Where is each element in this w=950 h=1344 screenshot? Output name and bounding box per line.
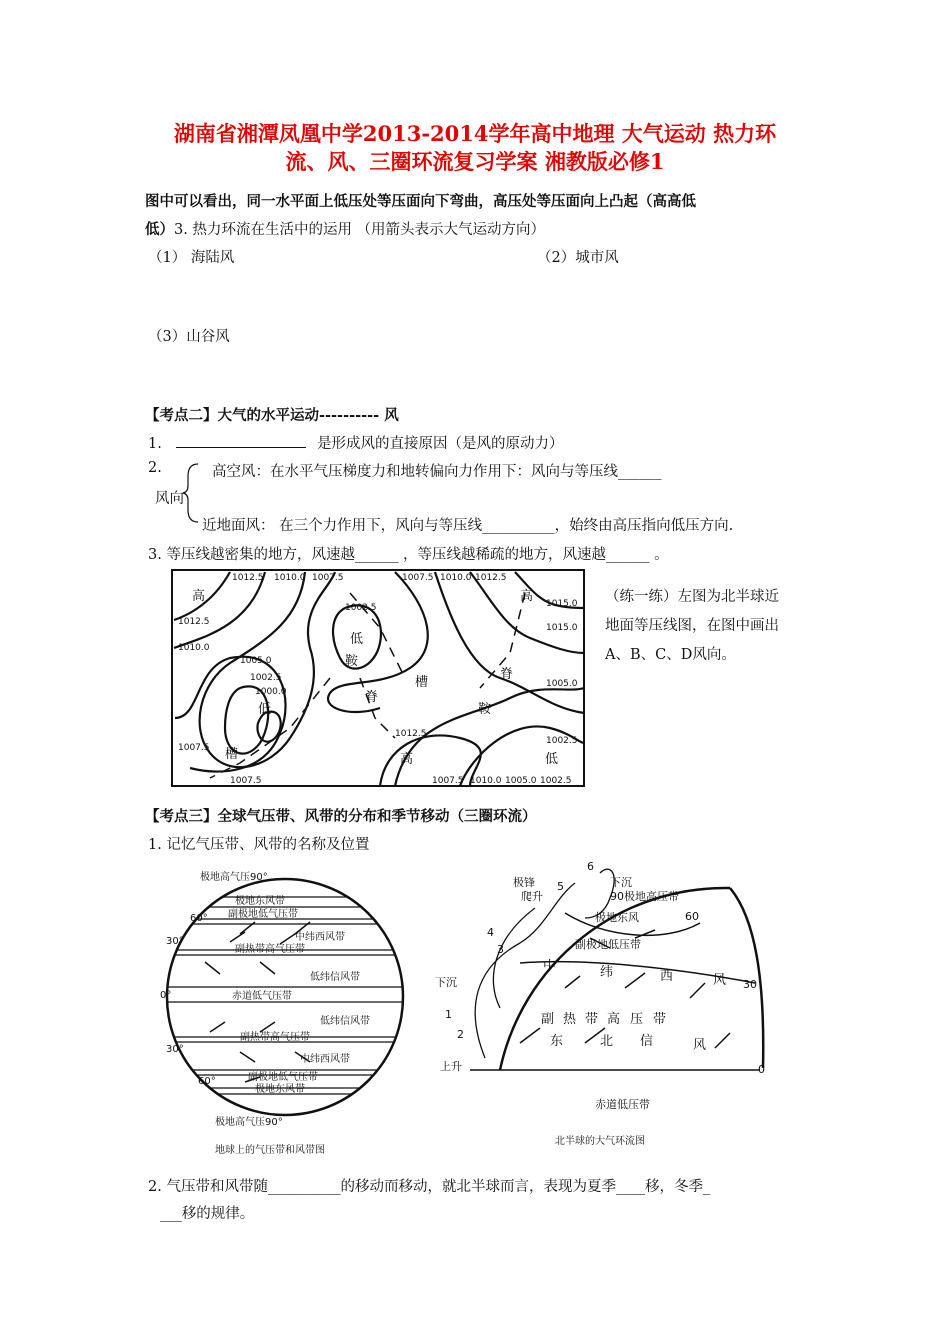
globe-label: 中纬西风带	[300, 1054, 350, 1065]
map-saddle: 鞍	[478, 702, 492, 717]
isobar-map	[170, 568, 588, 790]
circ-number: 2	[457, 1028, 464, 1041]
isobar-value: 1010.0	[178, 643, 210, 653]
map-low: 低	[258, 702, 272, 717]
circ-rise: 爬升	[521, 890, 543, 903]
globe-lat: 30°	[166, 1044, 184, 1055]
kaodian3-heading: 【考点三】全球气压带、风带的分布和季节移动（三圈环流）	[145, 808, 537, 825]
q1-text: 是形成风的直接原因（是风的原动力）	[317, 436, 564, 452]
circ-trade-char: 东	[550, 1034, 564, 1049]
isobar-value: 1007.5	[432, 776, 464, 786]
circ-subtropical-char: 带	[585, 1012, 599, 1027]
globe-label: 低纬信风带	[320, 1016, 370, 1027]
globe-label: 中纬西风带	[295, 932, 345, 943]
kaodian2-q2-label: 风向	[155, 491, 184, 507]
map-trough: 槽	[415, 675, 429, 690]
circ-trade-char: 风	[693, 1038, 707, 1053]
kaodian2-heading: 【考点二】大气的水平运动---------- 风	[145, 407, 399, 424]
globe-label: 副热带高气压带	[240, 1032, 310, 1043]
circ-number: 3	[497, 943, 504, 956]
circ-number: 4	[487, 926, 494, 939]
map-ridge: 脊	[500, 667, 514, 682]
map-saddle: 鞍	[345, 654, 359, 669]
isobar-value: 1010.0	[470, 776, 502, 786]
isobar-value: 1002.5	[345, 603, 377, 613]
circ-westerly-char: 纬	[600, 965, 614, 980]
intro-line1	[145, 190, 696, 211]
circ-number: 5	[557, 880, 564, 893]
item-valley: （3）山谷风	[148, 329, 230, 345]
globe-caption: 地球上的气压带和风带图	[215, 1145, 325, 1156]
isobar-top-label: 1010.0	[274, 573, 306, 583]
circ-westerly-char: 西	[660, 969, 674, 984]
circ-subpolar-low: 副极地低压带	[575, 938, 641, 951]
kaodian2-q3: 3. 等压线越密集的地方，风速越______ ，等压线越稀疏的地方，风速越______ 。	[148, 547, 669, 563]
globe-diagram	[160, 862, 410, 1162]
intro-text: 图中可以看出，同一水平面上低压处等压面向下弯曲，高压处等压面向上凸起（	[145, 193, 653, 210]
isobar-value: 1012.5	[395, 729, 427, 739]
isobar-top-label: 1015.0	[546, 599, 578, 609]
circ-trade-char: 北	[600, 1034, 614, 1049]
circ-equator-low: 赤道低压带	[595, 1098, 650, 1111]
kaodian2-q1	[148, 432, 564, 453]
map-high: 高	[400, 752, 414, 767]
circ-number: 1	[445, 1008, 452, 1021]
practice-line2: 地面等压线图，在图中画出	[605, 618, 779, 634]
circulation-diagram	[425, 858, 780, 1158]
practice-line1: （练一练）左图为北半球近	[605, 589, 779, 605]
circ-number: 6	[587, 860, 594, 873]
page-title-line2: 流、风、三圈环流复习学案 湘教版必修1	[285, 149, 665, 174]
globe-label: 低纬信风带	[310, 972, 360, 983]
circ-trade-char: 信	[640, 1034, 654, 1049]
isobar-value: 1002.5	[546, 736, 578, 746]
circ-subtropical-char: 带	[653, 1012, 667, 1027]
isobar-value: 1012.5	[178, 617, 210, 627]
isobar-value: 1005.0	[546, 679, 578, 689]
map-high: 高	[520, 589, 534, 604]
circ-westerly-char: 中	[543, 959, 557, 974]
item-sea-land: （1） 海陆风	[148, 250, 235, 266]
circ-lat: 0	[758, 1063, 765, 1076]
globe-label: 赤道低气压带	[232, 991, 292, 1002]
isobar-value: 1005.0	[240, 656, 272, 666]
globe-lat: 0°	[160, 990, 172, 1001]
intro-line2	[145, 218, 545, 239]
circ-sink2: 下沉	[435, 976, 457, 989]
globe-label: 副极地低气压带	[248, 1072, 318, 1083]
circ-sink: 下沉	[610, 876, 632, 889]
kaodian2-q2-b: 近地面风： 在三个力作用下，风向与等压线__________，始终由高压指向低压方向.	[202, 518, 734, 534]
circ-lat: 60	[685, 910, 699, 923]
circ-westerly-char: 风	[713, 973, 727, 988]
item-city: （2）城市风	[537, 250, 619, 266]
globe-label: 副热带高气压带	[235, 944, 305, 955]
isobar-value: 1015.0	[546, 623, 578, 633]
circ-subtropical-char: 热	[563, 1012, 577, 1027]
globe-label: 极地高气压90°	[215, 1117, 283, 1128]
isobar-top-label: 1007.5	[402, 573, 434, 583]
isobar-top-label: 1010.0	[440, 573, 472, 583]
practice-line3: A、B、C、D风向。	[605, 647, 736, 663]
intro-text-end: 高高低	[652, 193, 696, 210]
globe-label: 极地东风带	[235, 896, 285, 907]
isobar-value: 1007.5	[230, 776, 262, 786]
kaodian2-q2-num: 2.	[148, 460, 162, 476]
kaodian3-q1: 1. 记忆气压带、风带的名称及位置	[148, 837, 370, 853]
circ-subtropical-char: 压	[630, 1012, 644, 1027]
q1-blank[interactable]	[176, 433, 306, 448]
circ-polar-high: 90极地高压带	[610, 890, 679, 903]
globe-label: 极地高气压90°	[200, 872, 268, 883]
isobar-value: 1007.5	[178, 743, 210, 753]
globe-label: 副极地低气压带	[228, 909, 298, 920]
isobar-top-label: 1012.5	[232, 573, 264, 583]
isobar-top-label: 1012.5	[475, 573, 507, 583]
page-title-line1: 湖南省湘潭凤凰中学2013-2014学年高中地理 大气运动 热力环	[173, 121, 777, 146]
intro-bold: 低）	[145, 221, 174, 238]
isobar-value: 1005.0	[505, 776, 537, 786]
q1-number: 1.	[148, 436, 162, 452]
brace	[182, 462, 202, 524]
globe-lat: 30°	[166, 936, 184, 947]
globe-lat: 60°	[198, 1076, 216, 1087]
intro-text2: 3. 热力环流在生活中的运用 （用箭头表示大气运动方向）	[174, 222, 546, 238]
isobar-value: 1000.0	[255, 687, 287, 697]
map-ridge: 脊	[365, 690, 379, 705]
map-trough: 槽	[225, 747, 239, 762]
circ-rise2: 上升	[440, 1060, 462, 1073]
circ-subtropical-char: 副	[541, 1012, 555, 1027]
kaodian3-q2-a: 2. 气压带和风带随__________的移动而移动，就北半球而言，表现为夏季____移，冬季_	[148, 1179, 711, 1195]
circ-caption: 北半球的大气环流图	[555, 1136, 645, 1147]
map-low: 低	[545, 752, 559, 767]
circ-subtropical-char: 高	[607, 1012, 621, 1027]
globe-label: 极地东风带	[255, 1084, 305, 1095]
circ-lat: 30	[743, 978, 757, 991]
isobar-value: 1002.5	[250, 673, 282, 683]
isobar-value: 1002.5	[540, 776, 572, 786]
kaodian2-q2-a: 高空风：在水平气压梯度力和地转偏向力作用下：风向与等压线______	[212, 464, 662, 480]
circ-polar-front: 极锋	[513, 876, 535, 889]
globe-lat: 60°	[190, 913, 208, 924]
map-low: 低	[350, 632, 364, 647]
isobar-top-label: 1007.5	[312, 573, 344, 583]
kaodian3-q2-b: ___移的规律。	[160, 1206, 255, 1222]
circ-polar-east: 极地东风	[595, 911, 639, 924]
map-high: 高	[192, 589, 206, 604]
